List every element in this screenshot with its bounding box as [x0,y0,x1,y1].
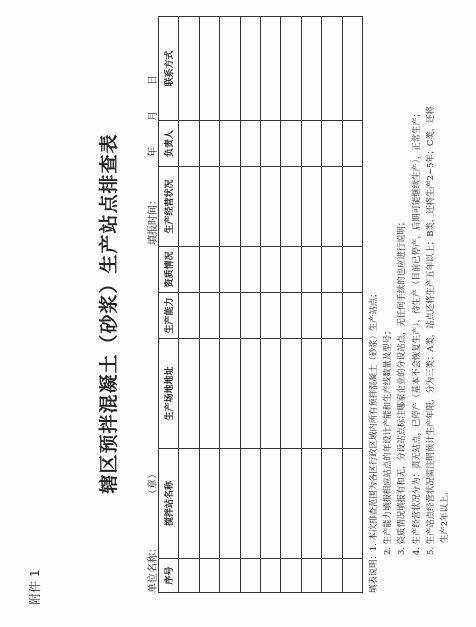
table-cell [179,339,199,449]
table-cell [342,247,362,293]
col-header-person-in-charge: 负责人 [159,121,179,167]
col-header-operating-status: 生产经营状况 [159,167,179,247]
table-cell [220,293,240,339]
table-cell [199,167,219,247]
table-cell [179,559,199,593]
col-header-capacity: 生产能力 [159,293,179,339]
table-cell [220,247,240,293]
note-item: 1. 本次排查范围为各区行政区域内所有预拌混凝土（砂浆）生产站点； [368,289,378,552]
table-cell [240,247,260,293]
stamp-label: （章） [148,469,159,499]
table-cell [322,559,342,593]
table-row [322,17,342,593]
date-day-label: 日 [148,75,159,85]
table-cell [322,17,342,121]
note-item: 生产2年以上。 [439,487,450,543]
table-body [179,17,363,593]
table-row [220,17,240,593]
table-cell [240,449,260,559]
table-cell [199,247,219,293]
table-cell [240,167,260,247]
table-cell [179,449,199,559]
fill-instructions [366,27,451,593]
table-cell [342,559,362,593]
date-year-label: 年 [148,147,159,157]
table-cell [301,167,321,247]
note-item: 3. 资质情况填报有和无，分设站点标注哪家企业的分设站点，无任何手续的也应进行说明； [396,217,407,555]
table-cell [281,247,301,293]
table-cell [301,339,321,449]
table-cell [179,167,199,247]
fill-time-label: 填报时间： [148,195,159,245]
table-cell [322,339,342,449]
table-cell [342,17,362,121]
col-header-station-name: 搅拌站名称 [159,449,179,559]
table-cell [179,247,199,293]
table-cell [199,449,219,559]
table-cell [281,449,301,559]
table-cell [281,167,301,247]
document-title: 辖区预拌混凝土（砂浆）生产站点排查表 [98,133,120,494]
table-cell [301,247,321,293]
table-row [260,17,280,593]
table-cell [281,17,301,121]
note-item: 5. 生产站点经营状况需注明预计生产年限，分为三类：A类，站点还将生产五年以上；B类，还将生产2~5年；C类，还将 [424,106,435,555]
table-cell [281,339,301,449]
table-cell [342,339,362,449]
table-cell [260,17,280,121]
table-row [199,17,219,593]
table-cell [240,559,260,593]
table-cell [220,339,240,449]
table-cell [342,293,362,339]
date-fields [144,75,159,157]
table-cell [322,121,342,167]
table-cell [301,559,321,593]
table-cell [281,559,301,593]
note-item: 2. 生产能力填报相应站点的年设计产能和生产线数量及型号； [382,326,393,555]
table-cell [301,17,321,121]
table-row [240,17,260,593]
table-row [342,17,362,593]
survey-table [158,16,363,593]
table-cell [301,449,321,559]
col-header-index: 序号 [159,559,179,593]
col-header-qualification: 资质情况 [159,247,179,293]
table-row [301,17,321,593]
table-cell [260,167,280,247]
table-cell [220,121,240,167]
table-cell [220,17,240,121]
table-cell [322,247,342,293]
table-cell [220,449,240,559]
note-item: 4. 生产经营状况分为：责无站点，已停产（基本不会恢复生产），待生产（目前已停产，后期可能继续生产），正常生产； [410,108,421,555]
table-cell [199,559,219,593]
table-row [281,17,301,593]
date-month-label: 月 [148,111,159,121]
notes-label: 填表说明： [368,551,378,593]
table-cell [240,293,260,339]
table-cell [260,247,280,293]
table-cell [260,339,280,449]
table-cell [260,559,280,593]
table-cell [179,121,199,167]
table-cell [240,121,260,167]
table-cell [281,293,301,339]
table-cell [199,293,219,339]
table-row [179,17,199,593]
table-cell [322,293,342,339]
table-cell [301,121,321,167]
table-cell [342,121,362,167]
table-cell [199,121,219,167]
table-cell [342,449,362,559]
attachment-label: 附件 1 [28,569,42,605]
col-header-site-address: 生产场地地址 [159,339,179,449]
table-cell [220,559,240,593]
table-header-row [159,17,179,593]
table-cell [301,293,321,339]
table-cell [260,121,280,167]
table-cell [199,339,219,449]
table-cell [322,449,342,559]
table-cell [322,167,342,247]
table-cell [260,449,280,559]
table-cell [240,17,260,121]
unit-name-label: 单位名称： [148,543,159,593]
table-cell [179,17,199,121]
table-cell [199,17,219,121]
unit-name-line [144,469,159,593]
table-cell [342,167,362,247]
table-cell [260,293,280,339]
table-cell [281,121,301,167]
table-cell [220,167,240,247]
col-header-contact: 联系方式 [159,17,179,121]
table-cell [240,339,260,449]
table-cell [179,293,199,339]
